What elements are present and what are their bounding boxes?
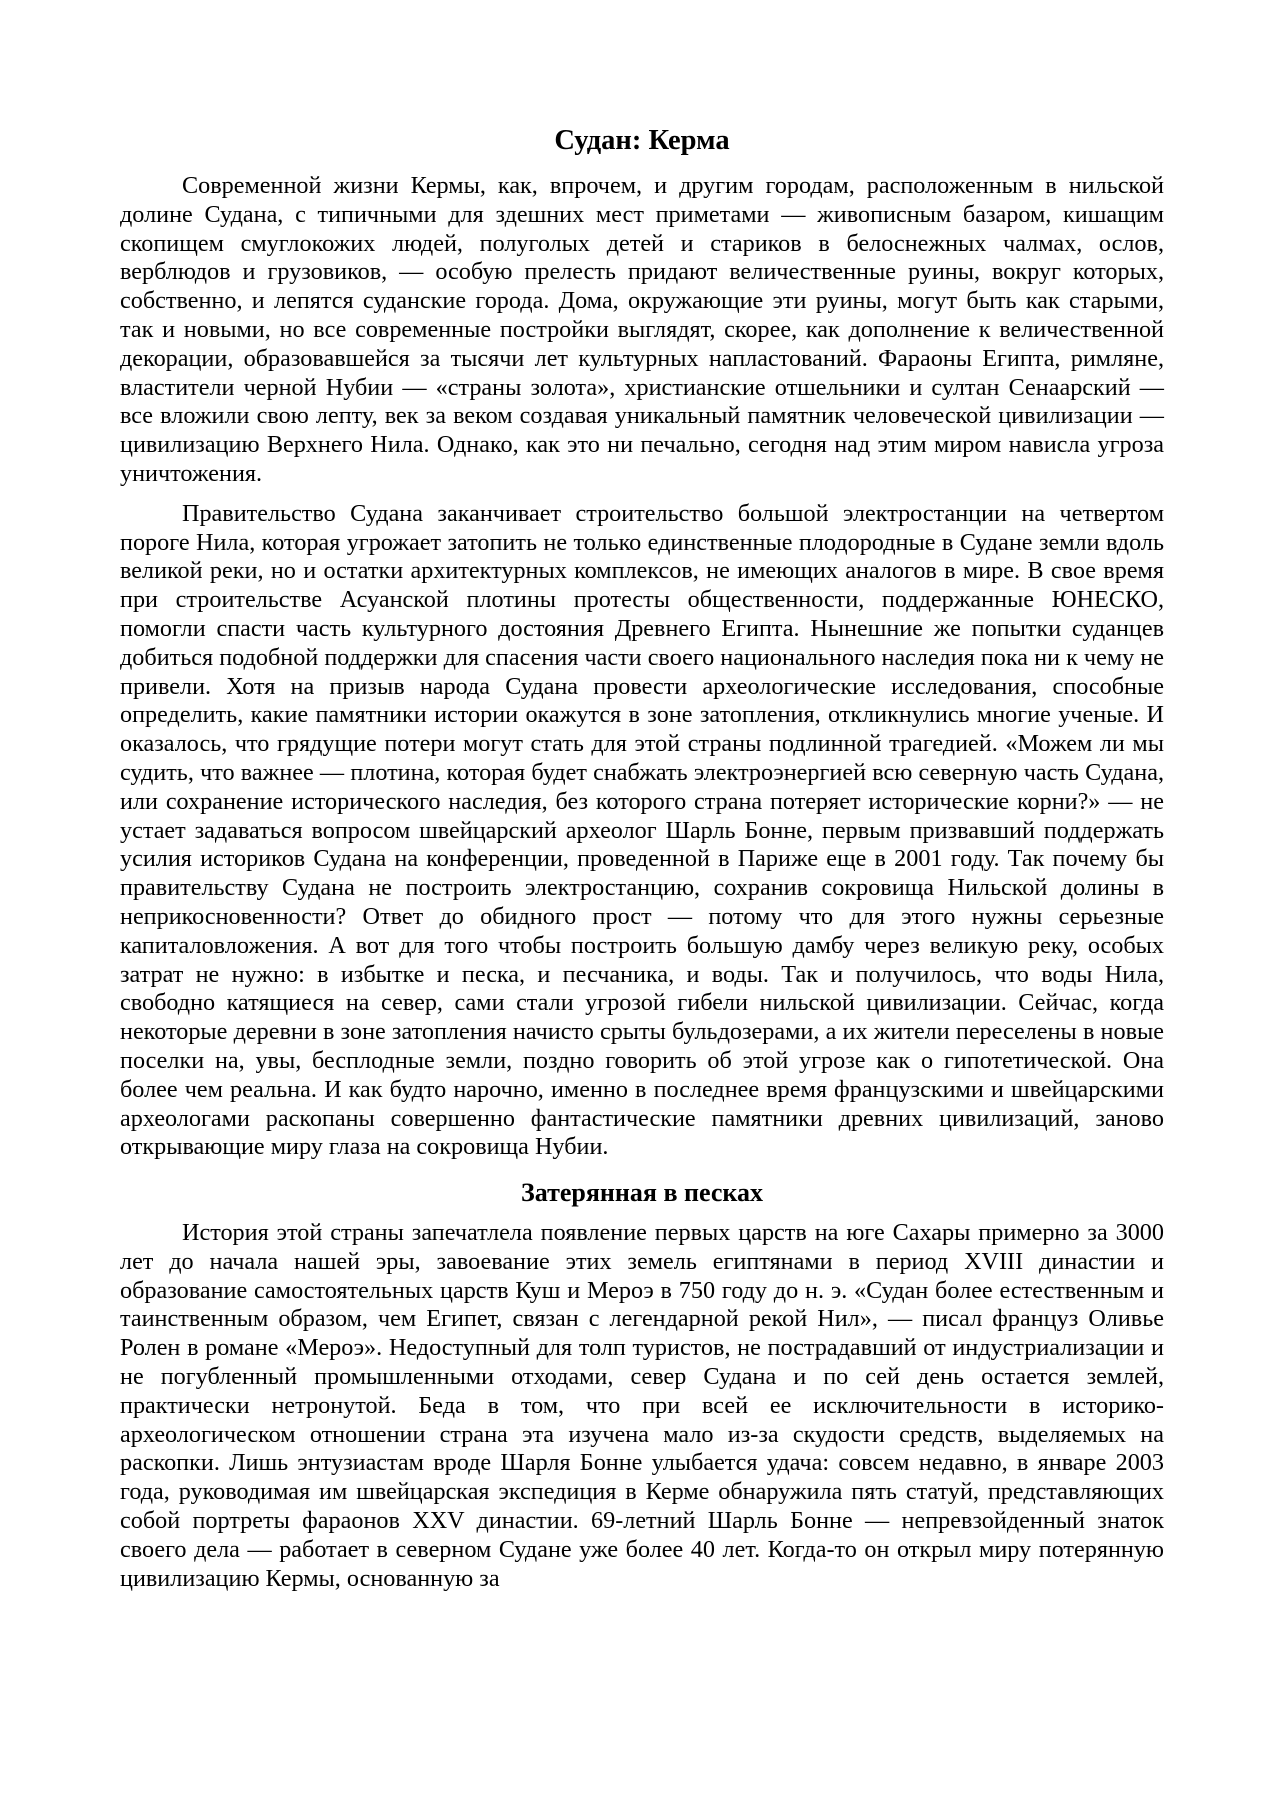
page-title: Судан: Керма	[554, 125, 730, 156]
paragraph-history: История этой страны запечатлела появление первых царств на юге Сахары примерно за 3000 лет до начала нашей эры, завоевание этих земель египтянами в период XVIII династии и образование самостоятельных царств Куш и Мероэ в 750 году до н. э. «Судан более естественным и таинственным образом, чем Египет, связан с легендарной рекой Нил», — писал француз Оливье Ролен в романе «Мероэ». Недоступный для толп туристов, не пострадавший от индустриализации и не погубленный промышленными отходами, север Судана и по сей день остается землей, практически нетронутой. Беда в том, что при всей ее исключительности в историко-археологическом отношении страна эта изучена мало из-за скудости средств, выделяемых на раскопки. Лишь энтузиастам вроде Шарля Бонне улыбается удача: совсем недавно, в январе 2003 года, руководимая им швейцарская экспедиция в Керме обнаружила пять статуй, представляющих собой портреты фараонов XXV династии. 69-летний Шарль Бонне — непревзойденный знаток своего дела — работает в северном Судане уже более 40 лет. Когда-то он открыл миру потерянную цивилизацию Кермы, основанную за	[120, 1219, 1164, 1592]
paragraph-dam: Правительство Судана заканчивает строительство большой электростанции на четвертом пороге Нила, которая угрожает затопить не только единственные плодородные в Судане земли вдоль великой реки, но и остатки архитектурных комплексов, не имеющих аналогов в мире. В свое время при строительстве Асуанской плотины протесты общественности, поддержанные ЮНЕСКО, помогли спасти часть культурного достояния Древнего Египта. Нынешние же попытки суданцев добиться подобной поддержки для спасения части своего национального наследия пока ни к чему не привели. Хотя на призыв народа Судана провести археологические исследования, способные определить, какие памятники истории окажутся в зоне затопления, откликнулись многие ученые. И оказалось, что грядущие потери могут стать для этой страны подлинной трагедией. «Можем ли мы судить, что важнее — плотина, которая будет снабжать электроэнергией всю северную часть Судана, или сохранение исторического наследия, без которого страна потеряет исторические корни?» — не устает задаваться вопросом швейцарский археолог Шарль Бонне, первым призвавший поддержать усилия историков Судана на конференции, проведенной в Париже еще в 2001 году. Так почему бы правительству Судана не построить электростанцию, сохранив сокровища Нильской долины в неприкосновенности? Ответ до обидного прост — потому что для этого нужны серьезные капиталовложения. А вот для того чтобы построить большую дамбу через великую реку, особых затрат не нужно: в избытке и песка, и песчаника, и воды. Так и получилось, что воды Нила, свободно катящиеся на север, сами стали угрозой гибели нильской цивилизации. Сейчас, когда некоторые деревни в зоне затопления начисто срыты бульдозерами, а их жители переселены в новые поселки на, увы, бесплодные земли, поздно говорить об этой угрозе как о гипотетической. Она более чем реальна. И как будто нарочно, именно в последнее время французскими и швейцарскими археологами раскопаны совершенно фантастические памятники древних цивилизаций, заново открывающие миру глаза на сокровища Нубии.	[120, 499, 1164, 1161]
section-heading: Затерянная в песках	[521, 1178, 763, 1208]
paragraph-intro: Современной жизни Кермы, как, впрочем, и другим городам, расположенным в нильской долине Судана, с типичными для здешних мест приметами — живописным базаром, кишащим скопищем смуглокожих людей, полуголых детей и стариков в белоснежных чалмах, ослов, верблюдов и грузовиков, — особую прелесть придают величественные руины, вокруг которых, собственно, и лепятся суданские города. Дома, окружающие эти руины, могут быть как старыми, так и новыми, но все современные постройки выглядят, скорее, как дополнение к величественной декорации, образовавшейся за тысячи лет культурных напластований. Фараоны Египта, римляне, властители черной Нубии — «страны золота», христианские отшельники и султан Сенаарский — все вложили свою лепту, век за веком создавая уникальный памятник человеческой цивилизации — цивилизацию Верхнего Нила. Однако, как это ни печально, сегодня над этим миром нависла угроза уничтожения.	[120, 172, 1164, 487]
document-page	[120, 118, 1164, 1604]
